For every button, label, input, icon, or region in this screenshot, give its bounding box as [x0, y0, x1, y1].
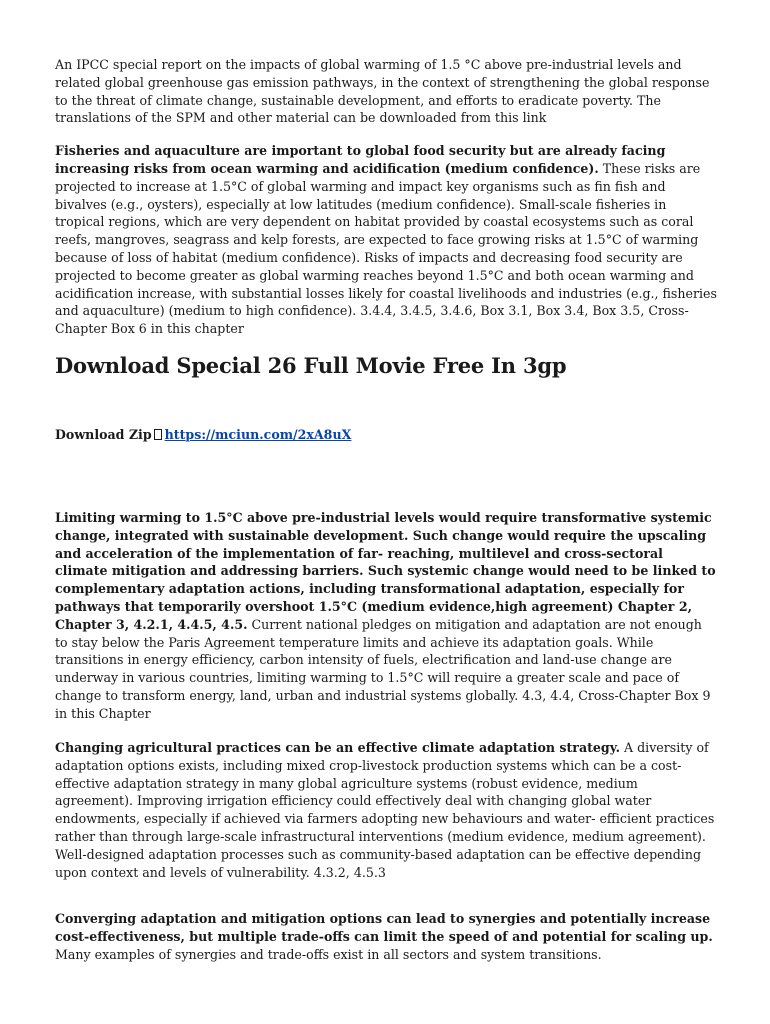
agriculture-paragraph	[55, 739, 717, 881]
agriculture-body: A diversity of adaptation options exists, including mixed crop-livestock production systems which can be a cost-effective adaptation strategy in many global agriculture systems (robust evidence, medium agreement). Improving irrigation efficiency could effectively deal with changing global water endowments, especially if achieved via farmers adopting new behaviours and water- efficient practices rather than through large-scale infrastructural interventions (medium evidence, medium agreement). Well-designed adaptation processes such as community-based adaptation can be effective depending upon context and levels of vulnerability. 4.3.2, 4.5.3	[55, 740, 715, 880]
limiting-warming-paragraph	[55, 509, 717, 723]
download-link[interactable]: https://mciun.com/2xA8uX	[164, 427, 352, 442]
intro-text: An IPCC special report on the impacts of global warming of 1.5 °C above pre-industrial levels and related global greenhouse gas emission pathways, in the context of strengthening the global response to the threat of climate change, sustainable development, and efforts to eradicate poverty. The translations of the SPM and other material can be downloaded from this link	[55, 57, 710, 126]
limiting-warming-body: Current national pledges on mitigation and adaptation are not enough to stay below the Paris Agreement temperature limits and achieve its adaptation goals. While transitions in energy efficiency, carbon intensity of fuels, electrification and land-use change are underway in various countries, limiting warming to 1.5°C will require a greater scale and pace of change to transform energy, land, urban and industrial systems globally. 4.3, 4.4, Cross-Chapter Box 9 in this Chapter	[55, 616, 711, 721]
fisheries-paragraph	[55, 142, 717, 338]
download-label: Download Zip	[55, 427, 152, 442]
limiting-warming-bold-lead: Limiting warming to 1.5°C above pre-industrial levels would require transformative systemic change, integrated with sustainable development. Such change would require the upscaling and acceleration of the implementation of far- reaching, multilevel and cross-sectoral climate mitigation and addressing barriers. Such systemic change would need to be linked to complementary adaptation actions, including transformational adaptation, especially for pathways that temporarily overshoot 1.5°C (medium evidence,high agreement) Chapter 2, Chapter 3, 4.2.1, 4.4.5, 4.5.	[55, 510, 716, 632]
fisheries-body: These risks are projected to increase at 1.5°C of global warming and impact key organisms such as fin fish and bivalves (e.g., oysters), especially at low latitudes (medium confidence). Small-scale fisheries in tropical regions, which are very dependent on habitat provided by coastal ecosystems such as coral reefs, mangroves, seagrass and kelp forests, are expected to face growing risks at 1.5°C of warming because of loss of habitat (medium confidence). Risks of impacts and decreasing food security are projected to become greater as global warming reaches beyond 1.5°C and both ocean warming and acidification increase, with substantial losses likely for coastal livelihoods and industries (e.g., fisheries and aquaculture) (medium to high confidence). 3.4.4, 3.4.5, 3.4.6, Box 3.1, Box 3.4, Box 3.5, Cross-Chapter Box 6 in this chapter	[55, 160, 717, 337]
converging-body: Many examples of synergies and trade-offs exist in all sectors and system transitions.	[55, 946, 602, 962]
page-heading: Download Special 26 Full Movie Free In 3gp	[55, 353, 567, 378]
intro-paragraph	[55, 56, 717, 127]
agriculture-bold-lead: Changing agricultural practices can be an effective climate adaptation strategy.	[55, 740, 620, 755]
fisheries-bold-lead: Fisheries and aquaculture are important to global food security but are already facing increasing risks from ocean warming and acidification (medium confidence).	[55, 143, 666, 176]
missing-glyph-icon	[154, 429, 162, 440]
download-line	[55, 426, 351, 444]
document-page	[55, 56, 717, 962]
converging-bold-lead: Converging adaptation and mitigation options can lead to synergies and potentially increase cost-effectiveness, but multiple trade-offs can limit the speed of and potential for scaling up.	[55, 911, 713, 944]
converging-paragraph	[55, 910, 717, 963]
